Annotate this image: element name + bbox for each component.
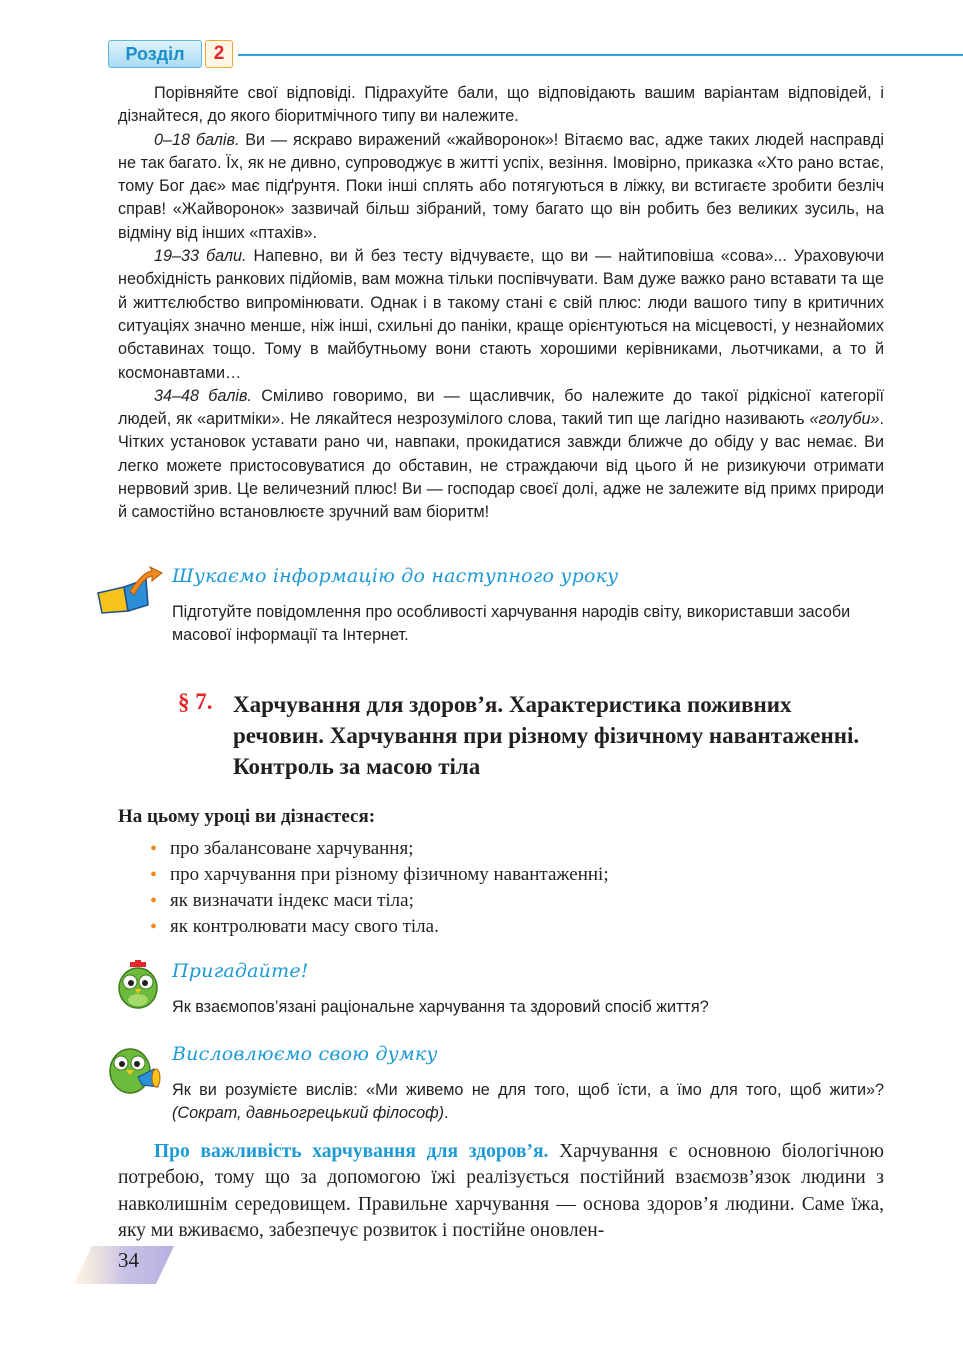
test-results-text <box>118 82 884 525</box>
box-title-next-lesson: Шукаємо інформацію до наступного уроку <box>172 565 619 587</box>
result-range: 19–33 бали. <box>154 247 247 266</box>
objectives-list <box>150 836 609 940</box>
chapter-header <box>108 40 908 72</box>
paragraph-lead: Про важливість харчування для здоров’я. <box>154 1141 549 1162</box>
chapter-label: Розділ <box>108 40 202 68</box>
result-owls: 19–33 бали. Напевно, ви й без тесту відчуваєте, що ви — найтиповіша «сова»... Ураховуючи необхідність ранкових підйомів, вам можна тільки поспівчувати. Вам дуже важко рано вставати та ще й життєлюбство випромінювати. Однак і в такому стані є свій плюс: люди вашого типу в критичних ситуаціях значно менше, ніж інші, схильні до паніки, краще орієнтуються на місцевості, у незнайомих обставинах тощо. Тому в майбутньому вони стають хорошими керівниками, льотчиками, а то й космонавтами… <box>118 247 884 382</box>
owl-icon <box>116 960 160 1010</box>
intro-paragraph: Порівняйте свої відповіді. Підрахуйте бали, що відповідають вашим варіантам відповідей, і дізнайтеся, до якого біоритмічного типу ви належите. <box>118 84 884 126</box>
result-larks: 0–18 балів. Ви — яскраво виражений «жайворонок»! Вітаємо вас, адже таких людей насправді не так багато. Їх, як не дивно, супроводжує в житті успіх, везіння. Імовірно, приказка «Хто рано встає, тому Бог дає» має підґрунтя. Поки інші сплять або потягуються в ліжку, ви встигаєте зробити безліч справ! «Жайворонок» зазвичай більш зібраний, тому багато що він робить без великих зусиль, на відміну від інших «птахів». <box>118 130 884 242</box>
owl-with-megaphone-icon <box>108 1043 164 1095</box>
list-item: • як контролювати масу свого тіла. <box>150 914 609 940</box>
chapter-number: 2 <box>205 40 233 68</box>
section-title: Харчування для здоров’я. Характеристика поживних речовин. Харчування при різному фізичному навантаженні. Контроль за масою тіла <box>233 692 860 779</box>
box-text-opinion: Як ви розумієте вислів: «Ми живемо не для того, щоб їсти, а їмо для того, щоб жити»? (Сократ, давньогрецький філософ). <box>172 1081 884 1122</box>
section-number: § 7. <box>178 689 213 714</box>
objectives-heading: На цьому уроці ви дізнаєтеся: <box>118 806 376 827</box>
result-range: 34–48 балів. <box>154 386 252 405</box>
result-arrhythmics: 34–48 балів. Сміливо говоримо, ви — щасливчик, бо належите до такої рідкісної категорії людей, як «аритміки». Не лякайтеся незрозумілого слова, такий тип ще лагідно називають «голуби». Чітких установок уставати рано чи, навпаки, прокидатися завжди ближче до обіду у вас немає. Ви легко можете пристосовуватися до обставин, не страждаючи від цього й не ризикуючи отримати нервовий зрив. Це величезний плюс! Ви — господар своєї долі, адже не залежите від примх природи й самостійно встановлюєте зручний вам біоритм! <box>118 386 884 522</box>
list-item: • про збалансоване харчування; <box>150 836 609 862</box>
box-title-remember: Пригадайте! <box>172 960 309 982</box>
book-arrow-icon <box>94 565 164 615</box>
result-range: 0–18 балів. <box>154 130 240 149</box>
page-number: 34 <box>118 1248 139 1272</box>
box-text-remember: Як взаємопов’язані раціональне харчування та здоровий спосіб життя? <box>172 998 709 1016</box>
header-rule <box>238 54 963 56</box>
box-title-opinion: Висловлюємо свою думку <box>172 1043 438 1065</box>
main-paragraph: Про важливість харчування для здоров’я. Харчування є основною біологічною потребою, тому що за допомогою їжі реалізується постійний взаємозв’язок людини з навколишнім середовищем. Правильне харчування — основа здоров’я людини. Саме їжа, яку ми вживаємо, забезпечує розвиток і постійне оновлен- <box>118 1141 884 1241</box>
list-item: • як визначати індекс маси тіла; <box>150 888 609 914</box>
box-text-next-lesson: Підготуйте повідомлення про особливості харчування народів світу, використавши засоби масової інформації та Інтернет. <box>172 603 851 644</box>
list-item: • про харчування при різному фізичному навантаженні; <box>150 862 609 888</box>
